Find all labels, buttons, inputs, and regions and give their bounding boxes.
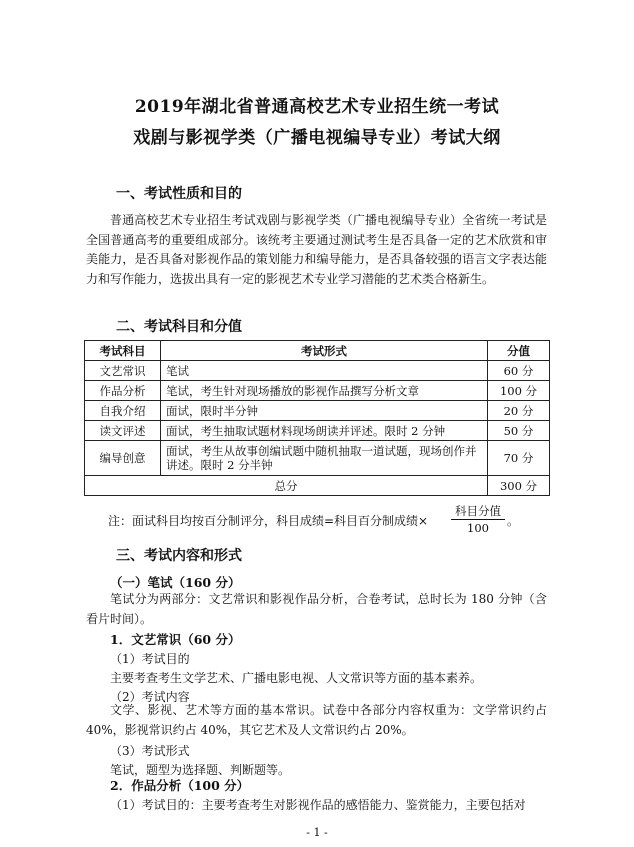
- content-text: 文学、影视、艺术等方面的基本常识。试卷中各部分内容权重为：文学常识约占 40%，影视常识约占 40%，其它艺术及人文常识约占 20%。: [86, 703, 547, 737]
- table-cell-subject: 读文评述: [85, 421, 161, 441]
- table-header-row: [85, 341, 550, 361]
- score-note-end: 。: [507, 514, 520, 528]
- score-fraction: [451, 503, 505, 536]
- section-1-heading: 一、考试性质和目的: [116, 186, 242, 202]
- table-header-score: 分值: [488, 341, 550, 361]
- document-title-line-1: 2019年湖北省普通高校艺术专业招生统一考试: [134, 97, 500, 117]
- section-2-heading: 二、考试科目和分值: [116, 319, 242, 335]
- table-cell-subject: 文艺常识: [85, 361, 161, 381]
- table-cell-score: 20 分: [488, 401, 550, 421]
- fraction-numerator: 科目分值: [451, 503, 505, 520]
- table-row: [85, 421, 550, 441]
- table-total-label: 总分: [85, 476, 488, 496]
- table-cell-format: 面试，限时半分钟: [161, 401, 488, 421]
- score-note: 注：面试科目均按百分制评分，科目成绩=科目百分制成绩×: [108, 514, 429, 528]
- table-cell-format: 笔试，考生针对现场播放的影视作品撰写分析文章: [161, 381, 488, 401]
- written-exam-heading: （一）笔试（160 分）: [110, 575, 241, 590]
- format-text: 笔试，题型为选择题、判断题等。: [110, 763, 291, 777]
- fraction-denominator: 100: [467, 521, 489, 535]
- table-cell-subject: 作品分析: [85, 381, 161, 401]
- purpose-label: （1）考试目的: [110, 652, 190, 666]
- table-cell-score: 70 分: [488, 441, 550, 476]
- table-header-subject: 考试科目: [85, 341, 161, 361]
- document-title-line-2: 戏剧与影视学类（广播电视编导专业）考试大纲: [133, 128, 501, 148]
- table-cell-score: 60 分: [488, 361, 550, 381]
- page-number: - 1 -: [306, 826, 328, 839]
- table-row: [85, 401, 550, 421]
- table-total-value: 300 分: [488, 476, 550, 496]
- table-cell-format: 笔试: [161, 361, 488, 381]
- table-cell-format: 面试，考生抽取试题材料现场朗读并评述。限时 2 分钟: [161, 421, 488, 441]
- table-header-format: 考试形式: [161, 341, 488, 361]
- table-cell-subject: 自我介绍: [85, 401, 161, 421]
- work-analysis-heading: 2．作品分析（100 分）: [110, 778, 250, 793]
- table-row: [85, 381, 550, 401]
- table-cell-score: 100 分: [488, 381, 550, 401]
- content-label: （2）考试内容: [110, 690, 190, 704]
- table-row: [85, 361, 550, 381]
- literary-knowledge-heading: 1．文艺常识（60 分）: [110, 632, 241, 647]
- table-total-row: [85, 476, 550, 496]
- format-label: （3）考试形式: [110, 744, 190, 758]
- table-cell-score: 50 分: [488, 421, 550, 441]
- exam-subjects-table: [84, 340, 550, 496]
- section-1-paragraph: 普通高校艺术专业招生考试戏剧与影视学类（广播电视编导专业）全省统一考试是全国普通高考的重要组成部分。该统考主要通过测试考生是否具备一定的艺术欣赏和审美能力，是否具备对影视作品的策划能力和编导能力，是否具备较强的语言文字表达能力和写作能力，选拔出具有一定的影视艺术专业学习潜能的艺术类合格新生。: [86, 213, 547, 287]
- work-analysis-purpose: （1）考试目的：主要考查考生对影视作品的感悟能力、鉴赏能力，主要包括对: [110, 798, 526, 812]
- table-cell-format: 面试，考生从故事创编试题中随机抽取一道试题，现场创作并讲述。限时 2 分半钟: [161, 441, 488, 476]
- table-row: [85, 441, 550, 476]
- written-exam-paragraph: 笔试分为两部分：文艺常识和影视作品分析，合卷考试，总时长为 180 分钟（含看片时间）。: [86, 592, 547, 626]
- section-3-heading: 三、考试内容和形式: [116, 548, 242, 564]
- table-cell-subject: 编导创意: [85, 441, 161, 476]
- purpose-text: 主要考查考生文学艺术、广播电影电视、人文常识等方面的基本素养。: [110, 671, 483, 685]
